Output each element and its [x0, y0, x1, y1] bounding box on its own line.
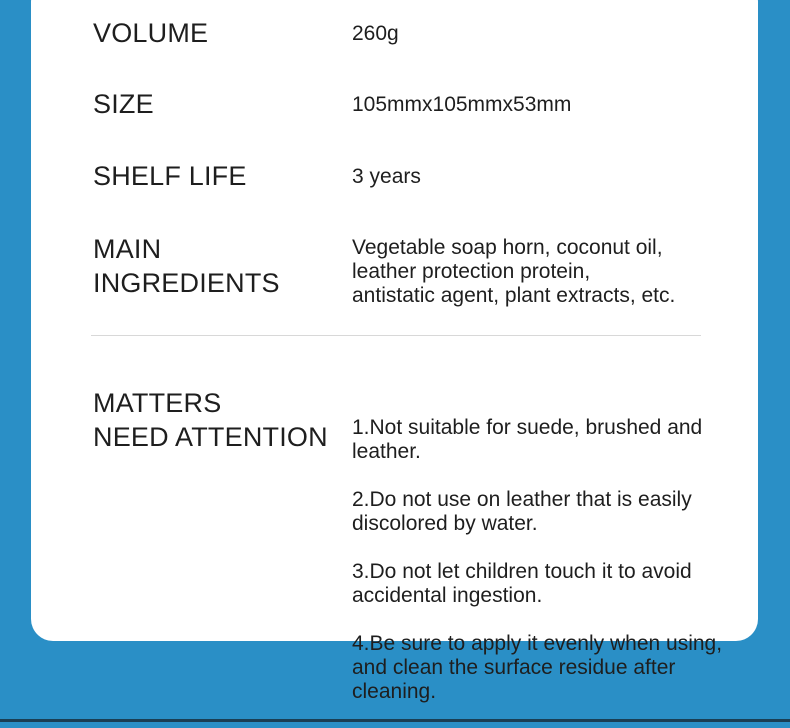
shelf-life-value: 3 years	[352, 165, 742, 189]
attention-list	[352, 392, 742, 728]
main-ingredients-label: MAIN INGREDIENTS	[93, 232, 280, 300]
size-label: SIZE	[93, 87, 154, 121]
attention-item: 2.Do not use on leather that is easily discolored by water.	[352, 488, 742, 536]
section-divider	[91, 335, 701, 336]
volume-label: VOLUME	[93, 16, 208, 50]
attention-label: MATTERS NEED ATTENTION	[93, 386, 328, 454]
shelf-life-label: SHELF LIFE	[93, 159, 247, 193]
main-ingredients-value: Vegetable soap horn, coconut oil, leather protection protein, antistatic agent, plant extracts, etc.	[352, 236, 742, 308]
attention-item: 4.Be sure to apply it evenly when using, and clean the surface residue after cleaning.	[352, 632, 742, 704]
attention-item: 1.Not suitable for suede, brushed and leather.	[352, 416, 742, 464]
size-value: 105mmx105mmx53mm	[352, 93, 742, 117]
volume-value: 260g	[352, 22, 742, 46]
attention-item: 3.Do not let children touch it to avoid accidental ingestion.	[352, 560, 742, 608]
